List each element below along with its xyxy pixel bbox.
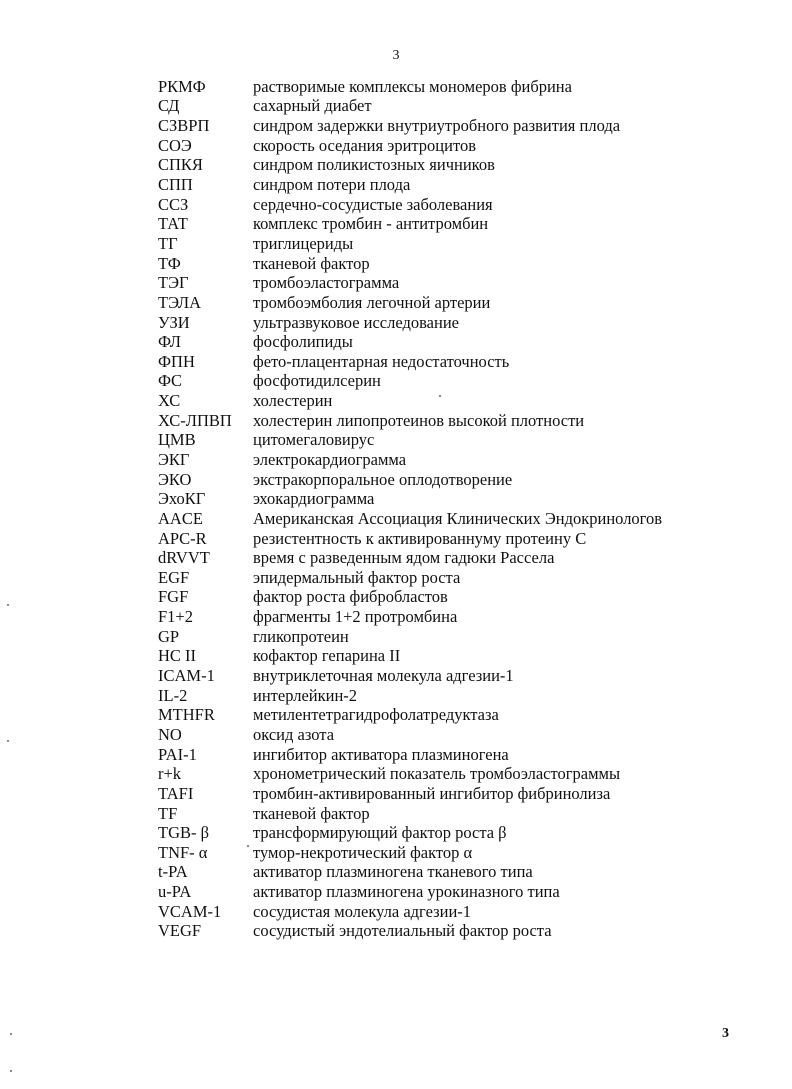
abbreviation-definition: эпидермальный фактор роста [253, 567, 461, 587]
abbreviation-term: ФПН [158, 351, 195, 371]
scan-speck [10, 1033, 12, 1035]
abbreviation-definition: сахарный диабет [253, 96, 372, 116]
abbreviation-definition: эхокардиограмма [253, 489, 375, 509]
abbreviation-row [158, 97, 758, 117]
abbreviation-definition: фето-плацентарная недостаточность [253, 351, 510, 371]
abbreviation-row [158, 254, 758, 274]
abbreviation-definition: триглицериды [253, 233, 354, 253]
abbreviation-definition: резистентность к активированнуму протеину С [253, 528, 587, 548]
abbreviation-term: APC-R [158, 528, 207, 548]
scan-speck [247, 845, 249, 847]
abbreviation-row [158, 647, 758, 667]
abbreviation-row [158, 116, 758, 136]
abbreviation-definition: сердечно-сосудистые заболевания [253, 194, 493, 214]
abbreviation-row [158, 725, 758, 745]
abbreviation-row [158, 548, 758, 568]
abbreviation-term: ХС [158, 391, 181, 411]
abbreviation-term: СД [158, 96, 180, 116]
abbreviation-term: ССЗ [158, 194, 189, 214]
abbreviation-term: VEGF [158, 921, 202, 941]
abbreviation-term: СПКЯ [158, 155, 203, 175]
abbreviation-term: УЗИ [158, 312, 190, 332]
abbreviation-term: РКМФ [158, 76, 206, 96]
abbreviation-row [158, 823, 758, 843]
abbreviation-term: dRVVT [158, 548, 210, 568]
abbreviation-row [158, 588, 758, 608]
abbreviation-definition: трансформирующий фактор роста β [253, 823, 507, 843]
abbreviation-definition: фосфотидилсерин [253, 371, 381, 391]
abbreviation-definition: сосудистая молекула адгезии-1 [253, 901, 472, 921]
scan-speck [7, 740, 9, 742]
abbreviation-term: СПП [158, 175, 193, 195]
abbreviation-term: ICAM-1 [158, 666, 215, 686]
abbreviation-row [158, 352, 758, 372]
abbreviation-row [158, 391, 758, 411]
abbreviation-definition: синдром поликистозных яичников [253, 155, 495, 175]
abbreviation-term: ТЭГ [158, 273, 189, 293]
abbreviation-row [158, 470, 758, 490]
abbreviation-row [158, 489, 758, 509]
abbreviation-term: ЭКГ [158, 450, 190, 469]
abbreviation-row [158, 666, 758, 686]
abbreviation-definition: электрокардиограмма [253, 450, 407, 469]
abbreviation-row [158, 431, 758, 451]
abbreviation-definition: активатор плазминогена тканевого типа [253, 862, 533, 882]
scan-speck [439, 395, 441, 397]
abbreviation-row [158, 77, 758, 97]
abbreviation-definition: время с разведенным ядом гадюки Рассела [253, 548, 555, 568]
abbreviation-term: СОЭ [158, 135, 192, 155]
abbreviation-definition: ультразвуковое исследование [253, 312, 459, 332]
abbreviation-term: ХС-ЛПВП [158, 410, 232, 430]
abbreviation-row [158, 372, 758, 392]
abbreviation-definition: внутриклеточная молекула адгезии-1 [253, 666, 514, 686]
abbreviation-row [158, 273, 758, 293]
abbreviation-definition: гликопротеин [253, 626, 349, 646]
abbreviation-definition: цитомегаловирус [253, 430, 375, 450]
abbreviation-row [158, 411, 758, 431]
abbreviation-definition: фактор роста фибробластов [253, 587, 448, 607]
abbreviation-definition: синдром задержки внутриутробного развития плода [253, 116, 621, 136]
abbreviation-term: GP [158, 626, 180, 646]
abbreviation-term: NO [158, 724, 182, 744]
abbreviation-term: t-PA [158, 862, 188, 882]
abbreviation-row [158, 922, 758, 942]
abbreviation-definition: тумор-некротический фактор α [253, 842, 473, 862]
abbreviation-row [158, 195, 758, 215]
abbreviation-term: EGF [158, 567, 190, 587]
abbreviation-term: PAI-1 [158, 744, 197, 764]
abbreviation-row [158, 764, 758, 784]
abbreviation-term: СЗВРП [158, 116, 210, 136]
abbreviation-term: ТЭЛА [158, 292, 202, 312]
abbreviation-list [158, 77, 758, 941]
abbreviation-term: VCAM-1 [158, 901, 222, 921]
abbreviation-row [158, 313, 758, 333]
abbreviation-term: ЭхоКГ [158, 489, 206, 509]
abbreviation-definition: хронометрический показатель тромбоэластограммы [253, 764, 621, 784]
abbreviation-definition: сосудистый эндотелиальный фактор роста [253, 921, 552, 941]
abbreviation-definition: тромбин-активированный ингибитор фибринолиза [253, 783, 611, 803]
abbreviation-definition: растворимые комплексы мономеров фибрина [253, 76, 572, 96]
abbreviation-row [158, 863, 758, 883]
abbreviation-term: AACE [158, 508, 203, 528]
abbreviation-definition: фрагменты 1+2 протромбина [253, 607, 458, 627]
abbreviation-row [158, 234, 758, 254]
abbreviation-definition: активатор плазминогена урокиназного типа [253, 882, 560, 902]
abbreviation-row [158, 784, 758, 804]
abbreviation-term: ЭКО [158, 469, 192, 489]
abbreviation-row [158, 902, 758, 922]
abbreviation-row [158, 686, 758, 706]
abbreviation-term: r+k [158, 764, 182, 784]
abbreviation-definition: тканевой фактор [253, 803, 370, 823]
abbreviation-term: MTHFR [158, 705, 215, 725]
abbreviation-term: ТГ [158, 233, 178, 253]
abbreviation-definition: интерлейкин-2 [253, 685, 358, 705]
scan-speck [7, 604, 9, 606]
abbreviation-row [158, 882, 758, 902]
abbreviation-term: ЦМВ [158, 430, 196, 450]
abbreviation-row [158, 529, 758, 549]
abbreviation-row [158, 450, 758, 470]
abbreviation-row [158, 509, 758, 529]
abbreviation-row [158, 607, 758, 627]
abbreviation-row [158, 293, 758, 313]
abbreviation-definition: тканевой фактор [253, 253, 370, 273]
abbreviation-term: ФС [158, 371, 183, 391]
abbreviation-term: FGF [158, 587, 189, 607]
abbreviation-term: u-PA [158, 882, 192, 902]
abbreviation-term: IL-2 [158, 685, 188, 705]
abbreviation-term: TAFI [158, 783, 194, 803]
abbreviation-term: ФЛ [158, 332, 181, 352]
abbreviation-term: HC II [158, 646, 197, 666]
abbreviation-term: ТФ [158, 253, 181, 273]
abbreviation-definition: фосфолипиды [253, 332, 353, 352]
scan-speck [10, 1070, 12, 1072]
abbreviation-term: ТАТ [158, 214, 188, 234]
abbreviation-row [158, 706, 758, 726]
abbreviation-term: TGB- β [158, 823, 210, 843]
abbreviation-definition: синдром потери плода [253, 175, 411, 195]
abbreviation-row [158, 175, 758, 195]
abbreviation-definition: холестерин [253, 391, 333, 411]
abbreviation-row [158, 332, 758, 352]
abbreviation-definition: метилентетрагидрофолатредуктаза [253, 705, 499, 725]
abbreviation-row [158, 568, 758, 588]
page-number-top: 3 [392, 48, 400, 63]
abbreviation-row [158, 745, 758, 765]
abbreviation-definition: тромбоэластограмма [253, 273, 400, 293]
abbreviation-row [158, 136, 758, 156]
abbreviation-term: TF [158, 803, 178, 823]
abbreviation-definition: тромбоэмболия легочной артерии [253, 292, 491, 312]
abbreviation-definition: ингибитор активатора плазминогена [253, 744, 509, 764]
abbreviation-definition: Американская Ассоциация Клинических Эндокринологов [253, 508, 663, 528]
abbreviation-term: F1+2 [158, 607, 193, 627]
abbreviation-definition: кофактор гепарина II [253, 646, 401, 666]
abbreviation-row [158, 214, 758, 234]
abbreviation-row [158, 156, 758, 176]
abbreviation-definition: комплекс тромбин - антитромбин [253, 214, 489, 234]
abbreviation-definition: скорость оседания эритроцитов [253, 135, 476, 155]
abbreviation-term: TNF- α [158, 842, 208, 862]
abbreviation-definition: оксид азота [253, 724, 335, 744]
abbreviation-row [158, 804, 758, 824]
abbreviation-definition: экстракорпоральное оплодотворение [253, 469, 513, 489]
abbreviation-row [158, 627, 758, 647]
page-number-bottom: 3 [722, 1026, 729, 1041]
abbreviation-definition: холестерин липопротеинов высокой плотности [253, 410, 585, 430]
